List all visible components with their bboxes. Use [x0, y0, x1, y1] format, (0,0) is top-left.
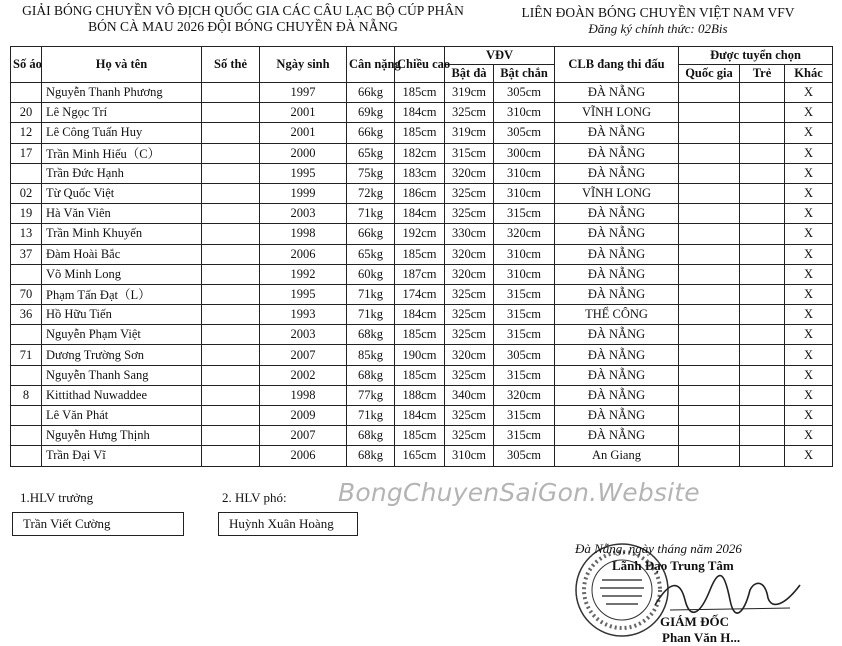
- spike-reach-cell: 315cm: [445, 143, 494, 163]
- other-selection-cell: X: [785, 143, 833, 163]
- weight-cell: 71kg: [347, 305, 395, 325]
- player-name-cell: Hà Văn Viên: [42, 204, 202, 224]
- weight-cell: 60kg: [347, 264, 395, 284]
- other-selection-cell: X: [785, 305, 833, 325]
- birth-year-cell: 2007: [260, 426, 347, 446]
- player-name-cell: Từ Quốc Việt: [42, 183, 202, 203]
- player-name-cell: Nguyễn Thanh Sang: [42, 365, 202, 385]
- weight-cell: 69kg: [347, 103, 395, 123]
- other-selection-cell: X: [785, 204, 833, 224]
- block-reach-cell: 305cm: [494, 83, 555, 103]
- table-row: [11, 244, 833, 264]
- other-selection-cell: X: [785, 123, 833, 143]
- table-row: [11, 83, 833, 103]
- weight-cell: 72kg: [347, 183, 395, 203]
- player-name-cell: Dương Trường Sơn: [42, 345, 202, 365]
- height-cell: 184cm: [395, 305, 445, 325]
- national-selection-cell: [679, 123, 740, 143]
- head-coach-name-box: [12, 512, 184, 536]
- table-row: [11, 163, 833, 183]
- other-selection-cell: X: [785, 446, 833, 466]
- youth-selection-cell: [740, 204, 785, 224]
- card-number-cell: [202, 204, 260, 224]
- birth-year-cell: 1995: [260, 163, 347, 183]
- player-name-cell: Phạm Tấn Đạt（L）: [42, 284, 202, 304]
- player-name-cell: Trần Đức Hạnh: [42, 163, 202, 183]
- birth-year-cell: 1998: [260, 385, 347, 405]
- website-watermark: BongChuyenSaiGon.Website: [338, 478, 700, 507]
- birth-year-cell: 2001: [260, 123, 347, 143]
- jersey-number-cell: [11, 446, 42, 466]
- block-reach-cell: 310cm: [494, 183, 555, 203]
- birth-year-cell: 1993: [260, 305, 347, 325]
- player-name-cell: Trần Minh Khuyến: [42, 224, 202, 244]
- player-name-cell: Lê Công Tuấn Huy: [42, 123, 202, 143]
- document-header-left: [8, 3, 478, 35]
- jersey-number-cell: [11, 83, 42, 103]
- height-cell: 186cm: [395, 183, 445, 203]
- signature-title: GIÁM ĐỐC: [660, 614, 729, 629]
- youth-selection-cell: [740, 224, 785, 244]
- card-number-cell: [202, 385, 260, 405]
- signature-unit: Lãnh Đạo Trung Tâm: [612, 558, 734, 573]
- spike-reach-cell: 325cm: [445, 204, 494, 224]
- weight-cell: 71kg: [347, 406, 395, 426]
- weight-cell: 68kg: [347, 426, 395, 446]
- jersey-number-cell: 02: [11, 183, 42, 203]
- spike-reach-cell: 319cm: [445, 123, 494, 143]
- birth-year-cell: 2003: [260, 325, 347, 345]
- player-roster-table: [10, 46, 833, 467]
- card-number-cell: [202, 224, 260, 244]
- spike-reach-cell: 310cm: [445, 446, 494, 466]
- national-selection-cell: [679, 83, 740, 103]
- national-selection-cell: [679, 143, 740, 163]
- other-selection-cell: X: [785, 103, 833, 123]
- jersey-number-cell: 12: [11, 123, 42, 143]
- card-number-cell: [202, 103, 260, 123]
- table-row: [11, 406, 833, 426]
- club-cell: ĐÀ NẴNG: [555, 325, 679, 345]
- card-number-cell: [202, 123, 260, 143]
- table-row: [11, 143, 833, 163]
- header-quoc-gia: Quốc gia: [679, 65, 740, 83]
- block-reach-cell: 320cm: [494, 385, 555, 405]
- table-row: [11, 325, 833, 345]
- other-selection-cell: X: [785, 224, 833, 244]
- club-cell: ĐÀ NẴNG: [555, 345, 679, 365]
- table-row: [11, 446, 833, 466]
- handwritten-signature: [650, 570, 810, 620]
- jersey-number-cell: 36: [11, 305, 42, 325]
- national-selection-cell: [679, 426, 740, 446]
- player-name-cell: Võ Minh Long: [42, 264, 202, 284]
- other-selection-cell: X: [785, 345, 833, 365]
- other-selection-cell: X: [785, 244, 833, 264]
- block-reach-cell: 315cm: [494, 284, 555, 304]
- birth-year-cell: 1999: [260, 183, 347, 203]
- jersey-number-cell: 17: [11, 143, 42, 163]
- national-selection-cell: [679, 183, 740, 203]
- player-name-cell: Nguyễn Thanh Phương: [42, 83, 202, 103]
- table-row: [11, 264, 833, 284]
- header-bat-da: Bật đà: [445, 65, 494, 83]
- table-row: [11, 426, 833, 446]
- block-reach-cell: 315cm: [494, 365, 555, 385]
- spike-reach-cell: 320cm: [445, 345, 494, 365]
- player-name-cell: Đàm Hoài Bắc: [42, 244, 202, 264]
- other-selection-cell: X: [785, 183, 833, 203]
- spike-reach-cell: 325cm: [445, 305, 494, 325]
- club-cell: ĐÀ NẴNG: [555, 426, 679, 446]
- birth-year-cell: 2009: [260, 406, 347, 426]
- jersey-number-cell: 8: [11, 385, 42, 405]
- header-duoc-tuyen-chon: Được tuyển chọn: [679, 47, 833, 65]
- table-row: [11, 305, 833, 325]
- weight-cell: 68kg: [347, 446, 395, 466]
- club-cell: ĐÀ NẴNG: [555, 224, 679, 244]
- spike-reach-cell: 340cm: [445, 385, 494, 405]
- club-cell: ĐÀ NẴNG: [555, 406, 679, 426]
- club-cell: THỂ CÔNG: [555, 305, 679, 325]
- youth-selection-cell: [740, 426, 785, 446]
- youth-selection-cell: [740, 446, 785, 466]
- card-number-cell: [202, 183, 260, 203]
- card-number-cell: [202, 244, 260, 264]
- weight-cell: 68kg: [347, 325, 395, 345]
- club-cell: VĨNH LONG: [555, 103, 679, 123]
- club-cell: VĨNH LONG: [555, 183, 679, 203]
- height-cell: 188cm: [395, 385, 445, 405]
- card-number-cell: [202, 365, 260, 385]
- player-name-cell: Kittithad Nuwaddee: [42, 385, 202, 405]
- registration-code: Đăng ký chính thức: 02Bis: [588, 21, 728, 36]
- block-reach-cell: 305cm: [494, 345, 555, 365]
- height-cell: 192cm: [395, 224, 445, 244]
- card-number-cell: [202, 163, 260, 183]
- other-selection-cell: X: [785, 406, 833, 426]
- birth-year-cell: 2006: [260, 244, 347, 264]
- player-name-cell: Nguyễn Hưng Thịnh: [42, 426, 202, 446]
- height-cell: 182cm: [395, 143, 445, 163]
- block-reach-cell: 305cm: [494, 446, 555, 466]
- jersey-number-cell: [11, 365, 42, 385]
- club-cell: ĐÀ NẴNG: [555, 163, 679, 183]
- height-cell: 165cm: [395, 446, 445, 466]
- weight-cell: 65kg: [347, 244, 395, 264]
- other-selection-cell: X: [785, 284, 833, 304]
- header-can-nang: Cân nặng: [347, 47, 395, 83]
- weight-cell: 71kg: [347, 204, 395, 224]
- height-cell: 185cm: [395, 426, 445, 446]
- weight-cell: 66kg: [347, 123, 395, 143]
- weight-cell: 66kg: [347, 224, 395, 244]
- club-cell: ĐÀ NẴNG: [555, 83, 679, 103]
- national-selection-cell: [679, 204, 740, 224]
- card-number-cell: [202, 305, 260, 325]
- national-selection-cell: [679, 264, 740, 284]
- header-chieu-cao: Chiều cao: [395, 47, 445, 83]
- table-row: [11, 385, 833, 405]
- weight-cell: 75kg: [347, 163, 395, 183]
- header-bat-chan: Bật chắn: [494, 65, 555, 83]
- youth-selection-cell: [740, 406, 785, 426]
- header-so-the: Số thẻ: [202, 47, 260, 83]
- birth-year-cell: 2003: [260, 204, 347, 224]
- club-cell: ĐÀ NẴNG: [555, 385, 679, 405]
- height-cell: 183cm: [395, 163, 445, 183]
- player-name-cell: Nguyễn Phạm Việt: [42, 325, 202, 345]
- birth-year-cell: 2001: [260, 103, 347, 123]
- birth-year-cell: 1992: [260, 264, 347, 284]
- block-reach-cell: 315cm: [494, 305, 555, 325]
- block-reach-cell: 315cm: [494, 204, 555, 224]
- block-reach-cell: 315cm: [494, 406, 555, 426]
- youth-selection-cell: [740, 83, 785, 103]
- spike-reach-cell: 330cm: [445, 224, 494, 244]
- tournament-title-line2: BÓN CÀ MAU 2026 ĐỘI BÓNG CHUYỀN ĐÀ NẴNG: [88, 19, 398, 34]
- assistant-coach-name: Huỳnh Xuân Hoàng: [229, 516, 334, 531]
- weight-cell: 85kg: [347, 345, 395, 365]
- other-selection-cell: X: [785, 385, 833, 405]
- other-selection-cell: X: [785, 325, 833, 345]
- national-selection-cell: [679, 103, 740, 123]
- height-cell: 174cm: [395, 284, 445, 304]
- jersey-number-cell: [11, 325, 42, 345]
- youth-selection-cell: [740, 123, 785, 143]
- jersey-number-cell: 20: [11, 103, 42, 123]
- spike-reach-cell: 320cm: [445, 244, 494, 264]
- youth-selection-cell: [740, 365, 785, 385]
- spike-reach-cell: 319cm: [445, 83, 494, 103]
- player-name-cell: Lê Ngọc Trí: [42, 103, 202, 123]
- national-selection-cell: [679, 325, 740, 345]
- table-row: [11, 365, 833, 385]
- youth-selection-cell: [740, 143, 785, 163]
- weight-cell: 68kg: [347, 365, 395, 385]
- player-name-cell: Trần Minh Hiếu（C）: [42, 143, 202, 163]
- youth-selection-cell: [740, 284, 785, 304]
- youth-selection-cell: [740, 163, 785, 183]
- club-cell: ĐÀ NẴNG: [555, 284, 679, 304]
- height-cell: 185cm: [395, 244, 445, 264]
- block-reach-cell: 310cm: [494, 103, 555, 123]
- table-row: [11, 103, 833, 123]
- header-ho-ten: Họ và tên: [42, 47, 202, 83]
- block-reach-cell: 300cm: [494, 143, 555, 163]
- jersey-number-cell: [11, 406, 42, 426]
- club-cell: An Giang: [555, 446, 679, 466]
- spike-reach-cell: 320cm: [445, 163, 494, 183]
- block-reach-cell: 315cm: [494, 426, 555, 446]
- header-khac: Khác: [785, 65, 833, 83]
- card-number-cell: [202, 284, 260, 304]
- national-selection-cell: [679, 385, 740, 405]
- header-tre: Trẻ: [740, 65, 785, 83]
- club-cell: ĐÀ NẴNG: [555, 204, 679, 224]
- spike-reach-cell: 325cm: [445, 406, 494, 426]
- card-number-cell: [202, 325, 260, 345]
- jersey-number-cell: 37: [11, 244, 42, 264]
- card-number-cell: [202, 426, 260, 446]
- assistant-coach-name-box: [218, 512, 358, 536]
- spike-reach-cell: 325cm: [445, 426, 494, 446]
- national-selection-cell: [679, 446, 740, 466]
- spike-reach-cell: 325cm: [445, 365, 494, 385]
- national-selection-cell: [679, 244, 740, 264]
- height-cell: 185cm: [395, 325, 445, 345]
- card-number-cell: [202, 446, 260, 466]
- header-vdv: VĐV: [445, 47, 555, 65]
- block-reach-cell: 320cm: [494, 224, 555, 244]
- weight-cell: 66kg: [347, 83, 395, 103]
- table-row: [11, 204, 833, 224]
- table-row: [11, 284, 833, 304]
- height-cell: 185cm: [395, 365, 445, 385]
- jersey-number-cell: [11, 163, 42, 183]
- block-reach-cell: 315cm: [494, 325, 555, 345]
- player-name-cell: Trần Đại Vĩ: [42, 446, 202, 466]
- card-number-cell: [202, 83, 260, 103]
- youth-selection-cell: [740, 264, 785, 284]
- spike-reach-cell: 325cm: [445, 325, 494, 345]
- national-selection-cell: [679, 284, 740, 304]
- height-cell: 184cm: [395, 406, 445, 426]
- national-selection-cell: [679, 345, 740, 365]
- jersey-number-cell: 13: [11, 224, 42, 244]
- card-number-cell: [202, 406, 260, 426]
- club-cell: ĐÀ NẴNG: [555, 143, 679, 163]
- national-selection-cell: [679, 365, 740, 385]
- spike-reach-cell: 325cm: [445, 284, 494, 304]
- height-cell: 184cm: [395, 204, 445, 224]
- signature-date-line: Đà Nẵng, ngày tháng năm 2026: [575, 541, 742, 556]
- birth-year-cell: 1995: [260, 284, 347, 304]
- youth-selection-cell: [740, 345, 785, 365]
- weight-cell: 65kg: [347, 143, 395, 163]
- card-number-cell: [202, 264, 260, 284]
- block-reach-cell: 310cm: [494, 264, 555, 284]
- height-cell: 184cm: [395, 103, 445, 123]
- spike-reach-cell: 320cm: [445, 264, 494, 284]
- other-selection-cell: X: [785, 83, 833, 103]
- height-cell: 185cm: [395, 83, 445, 103]
- federation-name: LIÊN ĐOÀN BÓNG CHUYỀN VIỆT NAM VFV: [521, 5, 795, 20]
- jersey-number-cell: 70: [11, 284, 42, 304]
- table-row: [11, 183, 833, 203]
- other-selection-cell: X: [785, 365, 833, 385]
- club-cell: ĐÀ NẴNG: [555, 244, 679, 264]
- header-clb: CLB đang thi đấu: [555, 47, 679, 83]
- youth-selection-cell: [740, 385, 785, 405]
- roster-body: [11, 83, 833, 467]
- weight-cell: 77kg: [347, 385, 395, 405]
- jersey-number-cell: 19: [11, 204, 42, 224]
- birth-year-cell: 1997: [260, 83, 347, 103]
- birth-year-cell: 2007: [260, 345, 347, 365]
- national-selection-cell: [679, 406, 740, 426]
- table-row: [11, 345, 833, 365]
- jersey-number-cell: 71: [11, 345, 42, 365]
- youth-selection-cell: [740, 305, 785, 325]
- birth-year-cell: 2000: [260, 143, 347, 163]
- jersey-number-cell: [11, 426, 42, 446]
- club-cell: ĐÀ NẴNG: [555, 123, 679, 143]
- card-number-cell: [202, 345, 260, 365]
- other-selection-cell: X: [785, 264, 833, 284]
- club-cell: ĐÀ NẴNG: [555, 264, 679, 284]
- height-cell: 187cm: [395, 264, 445, 284]
- national-selection-cell: [679, 163, 740, 183]
- header-ngay-sinh: Ngày sinh: [260, 47, 347, 83]
- national-selection-cell: [679, 224, 740, 244]
- jersey-number-cell: [11, 264, 42, 284]
- header-so-ao: Số áo: [11, 47, 42, 83]
- table-row: [11, 123, 833, 143]
- block-reach-cell: 310cm: [494, 244, 555, 264]
- block-reach-cell: 305cm: [494, 123, 555, 143]
- spike-reach-cell: 325cm: [445, 103, 494, 123]
- birth-year-cell: 2006: [260, 446, 347, 466]
- card-number-cell: [202, 143, 260, 163]
- spike-reach-cell: 325cm: [445, 183, 494, 203]
- height-cell: 185cm: [395, 123, 445, 143]
- document-header-right: [488, 5, 828, 37]
- assistant-coach-label: 2. HLV phó:: [222, 490, 287, 505]
- youth-selection-cell: [740, 325, 785, 345]
- block-reach-cell: 310cm: [494, 163, 555, 183]
- club-cell: ĐÀ NẴNG: [555, 365, 679, 385]
- other-selection-cell: X: [785, 426, 833, 446]
- table-row: [11, 224, 833, 244]
- head-coach-name: Trần Viết Cường: [23, 516, 111, 531]
- height-cell: 190cm: [395, 345, 445, 365]
- youth-selection-cell: [740, 244, 785, 264]
- player-name-cell: Hồ Hữu Tiến: [42, 305, 202, 325]
- other-selection-cell: X: [785, 163, 833, 183]
- head-coach-label: 1.HLV trưởng: [20, 490, 94, 505]
- signature-name: Phan Văn H...: [662, 630, 741, 645]
- tournament-title-line1: GIẢI BÓNG CHUYỀN VÔ ĐỊCH QUỐC GIA CÁC CÂU LẠC BỘ CÚP PHÂN: [22, 3, 464, 18]
- weight-cell: 71kg: [347, 284, 395, 304]
- birth-year-cell: 2002: [260, 365, 347, 385]
- national-selection-cell: [679, 305, 740, 325]
- player-name-cell: Lê Văn Phát: [42, 406, 202, 426]
- youth-selection-cell: [740, 103, 785, 123]
- birth-year-cell: 1998: [260, 224, 347, 244]
- youth-selection-cell: [740, 183, 785, 203]
